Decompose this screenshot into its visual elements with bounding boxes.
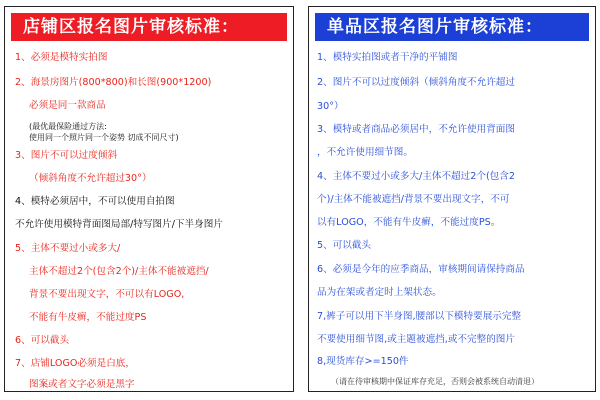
right-line-1: 1、模特实拍图或者干净的平铺图 [317, 52, 458, 63]
left-line-11: 主体不超过2个(包含2个)/主体不能被遮挡/ [29, 266, 209, 277]
left-line-12: 背景不要出现文字，不可以有LOGO, [29, 289, 185, 300]
right-line-2: 2、图片不可以过度倾斜（倾斜角度不允许超过 [317, 77, 515, 88]
right-line-5: ，不允许使用细节图。 [317, 147, 413, 158]
left-line-6: 3、图片不可以过度倾斜 [15, 150, 118, 161]
right-line-13: 不要使用细节图,或主题被遮挡,或不完整的图片 [317, 334, 515, 345]
right-line-10: 6、必须是今年的应季商品，审核期间请保持商品 [317, 264, 525, 275]
right-line-14: 8,现货库存>=150件 [317, 356, 409, 367]
right-line-8: 以有LOGO，不能有牛皮癣，不能过度PS。 [317, 217, 501, 228]
right-line-11: 品为在架或者定时上架状态。 [317, 287, 442, 298]
left-line-16: 图案或者文字必须是黑字 [29, 379, 135, 390]
shop-zone-title: 店铺区报名图片审核标准： [11, 13, 287, 41]
item-zone-title: 单品区报名图片审核标准： [315, 13, 589, 41]
left-line-15: 7、店铺LOGO必须是白底， [15, 358, 135, 369]
left-line-8: 4、模特必须居中，不可以使用自拍图 [15, 196, 175, 207]
left-line-10: 5、主体不要过小或多大/ [15, 243, 121, 254]
right-line-4: 3、模特或者商品必须居中，不允许使用背面图 [317, 124, 515, 135]
left-line-1: 1、必须是模特实拍图 [15, 52, 108, 63]
left-line-13: 不能有牛皮癣，不能过度PS [29, 312, 147, 323]
right-line-12: 7,裤子可以用下半身图,腰部以下模特要展示完整 [317, 311, 522, 322]
left-line-3: 必须是同一款商品 [29, 100, 106, 111]
left-line-7: （倾斜角度不允许超过30°） [29, 173, 152, 184]
shop-zone-standards-panel [4, 6, 294, 392]
item-zone-standards-panel [308, 6, 596, 392]
left-line-14: 6、可以截头 [15, 335, 70, 346]
right-line-6: 4、主体不要过小或多大/主体不超过2个(包含2 [317, 171, 515, 182]
right-line-9: 5、可以截头 [317, 240, 372, 251]
left-line-2: 2、海景房图片(800*800)和长图(900*1200) [15, 77, 212, 88]
left-line-9: 不允许使用模特背面图局部/特写图片/下半身图片 [15, 219, 223, 230]
right-line-7: 个)/主体不能被遮挡/背景不要出现文字，不可 [317, 194, 510, 205]
right-line-15: （请在待审核期中保证库存充足，否则会被系统自动清退） [331, 377, 539, 386]
left-line-4: (最优最保险通过方法: [29, 122, 107, 131]
right-line-3: 30°） [317, 101, 344, 112]
left-line-5: 使用同一个照片同一个姿势 切成不同尺寸) [29, 133, 179, 142]
